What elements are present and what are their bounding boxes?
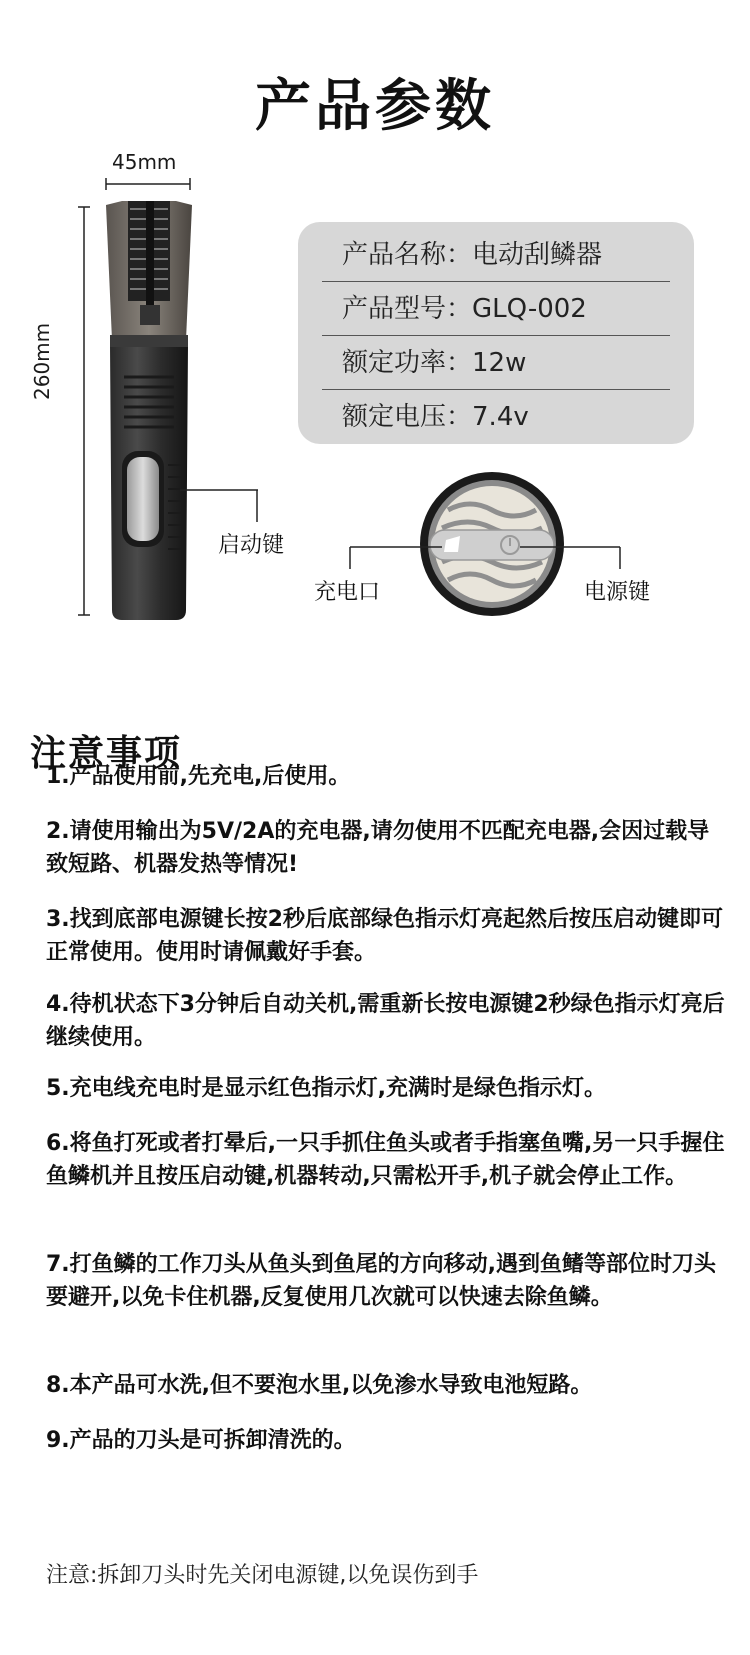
spec-row-power bbox=[322, 336, 670, 390]
note-item: 1.产品使用前,先充电,后使用。 bbox=[46, 764, 351, 789]
height-dimension-line bbox=[76, 205, 92, 617]
spec-value: 7.4v bbox=[472, 402, 529, 432]
page-title: 产品参数 bbox=[255, 74, 495, 139]
note-item: 5.充电线充电时是显示红色指示灯,充满时是绿色指示灯。 bbox=[46, 1076, 607, 1101]
spec-value: GLQ-002 bbox=[472, 294, 587, 324]
power-button-label: 电源键 bbox=[584, 580, 651, 605]
note-item: 2.请使用输出为5V/2A的充电器,请勿使用不匹配充电器,会因过载导致短路、机器发热等情况! bbox=[46, 819, 710, 877]
charging-port-label: 充电口 bbox=[314, 580, 381, 605]
spec-row-name bbox=[322, 228, 670, 282]
precautions-heading: 注意事项 bbox=[30, 733, 183, 774]
spec-value: 电动刮鳞器 bbox=[472, 240, 603, 270]
spec-label: 产品型号： bbox=[342, 294, 473, 324]
note-item: 8.本产品可水洗,但不要泡水里,以免渗水导致电池短路。 bbox=[46, 1373, 593, 1398]
start-button-callout-line bbox=[180, 488, 260, 524]
note-item: 6.将鱼打死或者打晕后,一只手抓住鱼头或者手指塞鱼嘴,另一只手握住鱼鳞机并且按压启动键,机器转动,只需松开手,机子就会停止工作。 bbox=[46, 1131, 725, 1189]
spec-label: 额定电压： bbox=[342, 402, 473, 432]
spec-panel bbox=[298, 222, 694, 444]
note-item: 7.打鱼鳞的工作刀头从鱼头到鱼尾的方向移动,遇到鱼鳍等部位时刀头要避开,以免卡住机器,反复使用几次就可以快速去除鱼鳞。 bbox=[46, 1252, 717, 1310]
spec-label: 额定功率： bbox=[342, 348, 473, 378]
spec-row-model bbox=[322, 282, 670, 336]
spec-value: 12w bbox=[472, 348, 527, 378]
start-button-label: 启动键 bbox=[218, 533, 285, 558]
note-item: 9.产品的刀头是可拆卸清洗的。 bbox=[46, 1428, 356, 1453]
note-item: 3.找到底部电源键长按2秒后底部绿色指示灯亮起然后按压启动键即可正常使用。使用时请佩戴好手套。 bbox=[46, 907, 723, 965]
fish-scaler-device-image bbox=[100, 195, 200, 625]
footer-warning-note: 注意:拆卸刀头时先关闭电源键,以免误伤到手 bbox=[46, 1563, 479, 1588]
width-dimension-line bbox=[104, 176, 194, 192]
charging-port-callout-line bbox=[348, 545, 444, 571]
spec-row-voltage bbox=[322, 390, 670, 444]
note-item: 4.待机状态下3分钟后自动关机,需重新长按电源键2秒绿色指示灯亮后继续使用。 bbox=[46, 992, 725, 1050]
height-dimension-label: 260mm bbox=[30, 322, 54, 400]
power-button-callout-line bbox=[520, 545, 624, 571]
spec-label: 产品名称： bbox=[342, 240, 473, 270]
width-dimension-label: 45mm bbox=[112, 150, 177, 174]
device-bottom-view-image bbox=[418, 470, 566, 618]
